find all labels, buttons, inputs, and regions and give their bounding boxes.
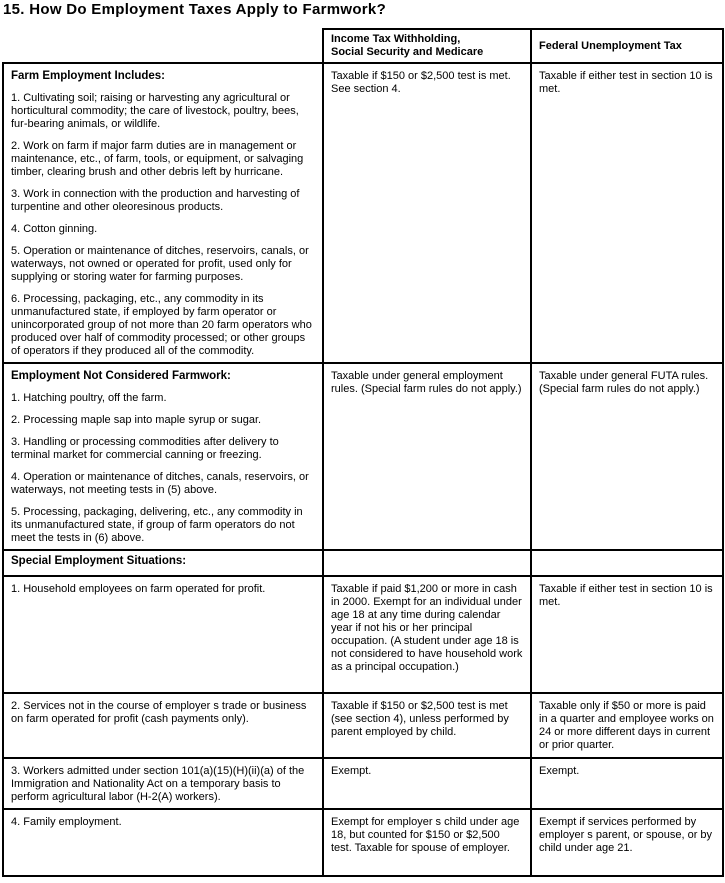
header-income-tax-line2: Social Security and Medicare xyxy=(331,46,484,58)
situation-text: 3. Workers admitted under section 101(a)(15)(H)(ii)(a) of the Immigration and Nationality Act on a temporary basis to perform agricultural labor (H-2(A) workers). xyxy=(11,765,305,803)
situation-cell xyxy=(3,809,323,876)
table-header-row xyxy=(3,29,723,63)
header-futa-label: Federal Unemployment Tax xyxy=(539,39,682,52)
special-row-family-employment xyxy=(3,809,723,876)
special-row-household-employees xyxy=(3,576,723,693)
section-item: 2. Processing maple sap into maple syrup or sugar. xyxy=(11,414,262,426)
not-farmwork-cell xyxy=(3,363,323,550)
income-tax-cell xyxy=(323,363,531,550)
section-item: 1. Hatching poultry, off the farm. xyxy=(11,392,167,404)
situation-text: 4. Family employment. xyxy=(11,816,122,828)
income-tax-cell xyxy=(323,693,531,758)
section-item: 4. Operation or maintenance of ditches, canals, reservoirs, or waterways, not meeting tests in (5) above. xyxy=(11,471,309,496)
section-item: 3. Work in connection with the production and harvesting of turpentine and other oleoresinous products. xyxy=(11,188,300,213)
income-tax-cell xyxy=(323,576,531,693)
header-blank-cell xyxy=(3,29,323,63)
futa-text: Taxable if either test in section 10 is met. xyxy=(539,70,713,95)
section-item: 3. Handling or processing commodities after delivery to terminal market for commercial canning or freezing. xyxy=(11,436,279,461)
special-row-h2a-workers xyxy=(3,758,723,809)
futa-text: Taxable if either test in section 10 is met. xyxy=(539,583,713,608)
page-title: 15. How Do Employment Taxes Apply to Farmwork? xyxy=(3,1,387,18)
section-item: 4. Cotton ginning. xyxy=(11,223,98,235)
section-not-farmwork-row xyxy=(3,363,723,550)
situation-cell xyxy=(3,576,323,693)
futa-text: Taxable under general FUTA rules. (Special farm rules do not apply.) xyxy=(539,370,709,395)
income-tax-cell xyxy=(323,809,531,876)
special-situations-heading-cell xyxy=(3,550,323,576)
income-tax-text: Taxable if paid $1,200 or more in cash in 2000. Exempt for an individual under age 18 at any time during calendar year if not his or her principal occupation. (A student under age 18 is not considered to have household work as a principal occupation.) xyxy=(331,583,523,673)
header-income-tax-column xyxy=(323,29,531,63)
situation-text: 1. Household employees on farm operated for profit. xyxy=(11,583,266,595)
futa-cell xyxy=(531,63,723,363)
section-item: 2. Work on farm if major farm duties are in management or maintenance, etc., of farm, tools, or equipment, or salvaging timber, clearing brush and other debris left by hurricane. xyxy=(11,140,304,178)
income-tax-cell xyxy=(323,758,531,809)
futa-cell xyxy=(531,576,723,693)
income-tax-text: Exempt for employer s child under age 18, but counted for $150 or $2,500 test. Taxable for spouse of employer. xyxy=(331,816,520,854)
farm-employment-cell xyxy=(3,63,323,363)
section-item: 5. Operation or maintenance of ditches, reservoirs, canals, or waterways, not owned or operated for profit, used only for supplying or storing water for farming purposes. xyxy=(11,245,309,283)
section-heading: Employment Not Considered Farmwork: xyxy=(11,370,231,382)
section-item: 1. Cultivating soil; raising or harvesting any agricultural or horticultural commodity; the care of livestock, poultry, bees, fur-bearing animals, or wildlife. xyxy=(11,92,299,130)
special-row-services-not-in-course xyxy=(3,693,723,758)
income-tax-text: Taxable if $150 or $2,500 test is met. See section 4. xyxy=(331,70,511,95)
section-farm-employment-row xyxy=(3,63,723,363)
income-tax-cell xyxy=(323,63,531,363)
situation-cell xyxy=(3,693,323,758)
futa-cell xyxy=(531,809,723,876)
header-income-tax-line1: Income Tax Withholding, xyxy=(331,33,461,45)
section-heading: Special Employment Situations: xyxy=(11,555,187,567)
section-special-situations-heading-row xyxy=(3,550,723,576)
futa-text: Exempt. xyxy=(539,765,580,777)
income-tax-text: Exempt. xyxy=(331,765,372,777)
futa-cell xyxy=(531,363,723,550)
income-tax-cell-empty xyxy=(323,550,531,576)
section-item: 5. Processing, packaging, delivering, etc., any commodity in its unmanufactured state, if group of farm operators do not meet the tests in (6) above. xyxy=(11,506,303,544)
header-futa-column xyxy=(531,29,723,63)
income-tax-text: Taxable under general employment rules. (Special farm rules do not apply.) xyxy=(331,370,522,395)
futa-text: Exempt if services performed by employer s parent, or spouse, or by child under age 21. xyxy=(539,816,713,854)
situation-text: 2. Services not in the course of employer s trade or business on farm operated for profit (cash payments only). xyxy=(11,700,307,725)
futa-cell-empty xyxy=(531,550,723,576)
futa-cell xyxy=(531,758,723,809)
section-heading: Farm Employment Includes: xyxy=(11,70,166,82)
situation-cell xyxy=(3,758,323,809)
income-tax-text: Taxable if $150 or $2,500 test is met (see section 4), unless performed by parent employed by child. xyxy=(331,700,509,738)
farmwork-tax-table xyxy=(2,28,724,877)
section-item: 6. Processing, packaging, etc., any commodity in its unmanufactured state, if employed by farm operator or unincorporated group of not more than 20 farm operators who produced over half of commodity processed; or other groups of operators if they produced all of the commodity. xyxy=(11,293,312,357)
futa-cell xyxy=(531,693,723,758)
futa-text: Taxable only if $50 or more is paid in a quarter and employee works on 24 or more different days in current or prior quarter. xyxy=(539,700,714,751)
